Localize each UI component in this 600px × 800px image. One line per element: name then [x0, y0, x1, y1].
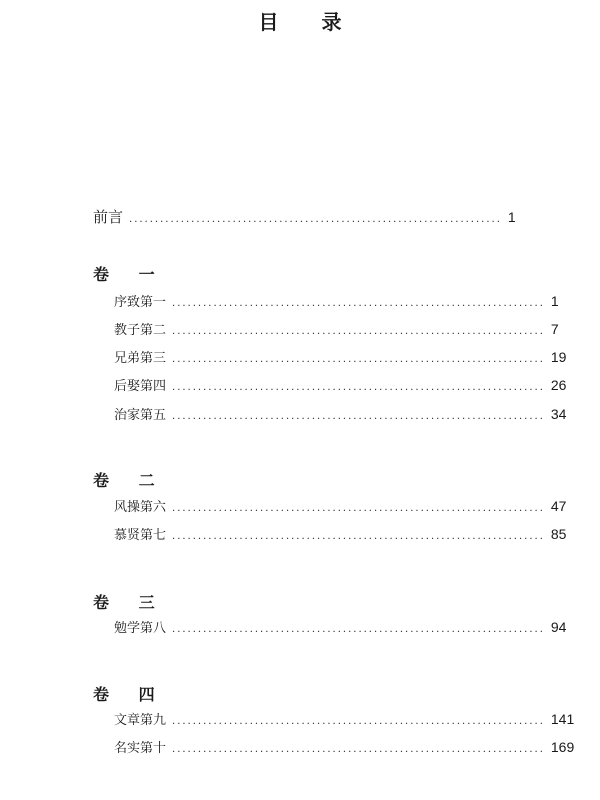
volume-heading-4: 卷 四	[93, 685, 167, 704]
toc-entry-label: 文章第九	[114, 713, 167, 728]
toc-entry-label: 教子第二	[114, 323, 167, 338]
toc-entry-label: 勉学第八	[114, 621, 167, 636]
toc-entry[interactable]	[114, 709, 575, 731]
dot-leader: ........................................................................	[172, 298, 545, 309]
volume-heading-3: 卷 三	[93, 593, 167, 612]
toc-page-number: 85	[550, 526, 567, 542]
dot-leader: ........................................................................	[172, 503, 545, 514]
toc-entry-label: 风操第六	[114, 500, 167, 515]
toc-entry-label: 前言	[93, 208, 124, 226]
toc-entry-preface[interactable]	[93, 206, 516, 228]
toc-entry[interactable]	[114, 524, 567, 546]
dot-leader: ........................................................................	[129, 214, 502, 225]
dot-leader: ........................................................................	[172, 326, 545, 337]
toc-page-number: 169	[550, 739, 575, 755]
toc-page-number: 141	[550, 711, 575, 727]
toc-entry[interactable]	[114, 375, 567, 397]
toc-entry[interactable]	[114, 404, 567, 426]
dot-leader: ........................................................................	[172, 354, 545, 365]
dot-leader: ........................................................................	[172, 744, 545, 755]
volume-heading-1: 卷 一	[93, 265, 167, 284]
toc-page-number: 7	[550, 321, 559, 337]
toc-entry-label: 兄弟第三	[114, 351, 167, 366]
page-title: 目 录	[258, 10, 360, 34]
toc-entry[interactable]	[114, 737, 575, 759]
dot-leader: ........................................................................	[172, 716, 545, 727]
toc-page-number: 94	[550, 619, 567, 635]
toc-entry[interactable]	[114, 347, 567, 369]
toc-entry[interactable]	[114, 319, 559, 341]
toc-entry-label: 慕贤第七	[114, 528, 167, 543]
toc-entry-label: 治家第五	[114, 408, 167, 423]
dot-leader: ........................................................................	[172, 411, 545, 422]
toc-page-number: 34	[550, 406, 567, 422]
toc-entry-label: 后娶第四	[114, 379, 167, 394]
toc-entry[interactable]	[114, 291, 559, 313]
volume-heading-2: 卷 二	[93, 471, 167, 490]
toc-entry-label: 序致第一	[114, 295, 167, 310]
toc-page-number: 47	[550, 498, 567, 514]
toc-page-number: 1	[550, 293, 559, 309]
toc-page-number: 19	[550, 349, 567, 365]
toc-page-number: 26	[550, 377, 567, 393]
dot-leader: ........................................................................	[172, 382, 545, 393]
toc-page-number: 1	[507, 209, 516, 225]
toc-entry[interactable]	[114, 496, 567, 518]
dot-leader: ........................................................................	[172, 624, 545, 635]
toc-entry[interactable]	[114, 617, 567, 639]
dot-leader: ........................................................................	[172, 531, 545, 542]
toc-entry-label: 名实第十	[114, 741, 167, 756]
